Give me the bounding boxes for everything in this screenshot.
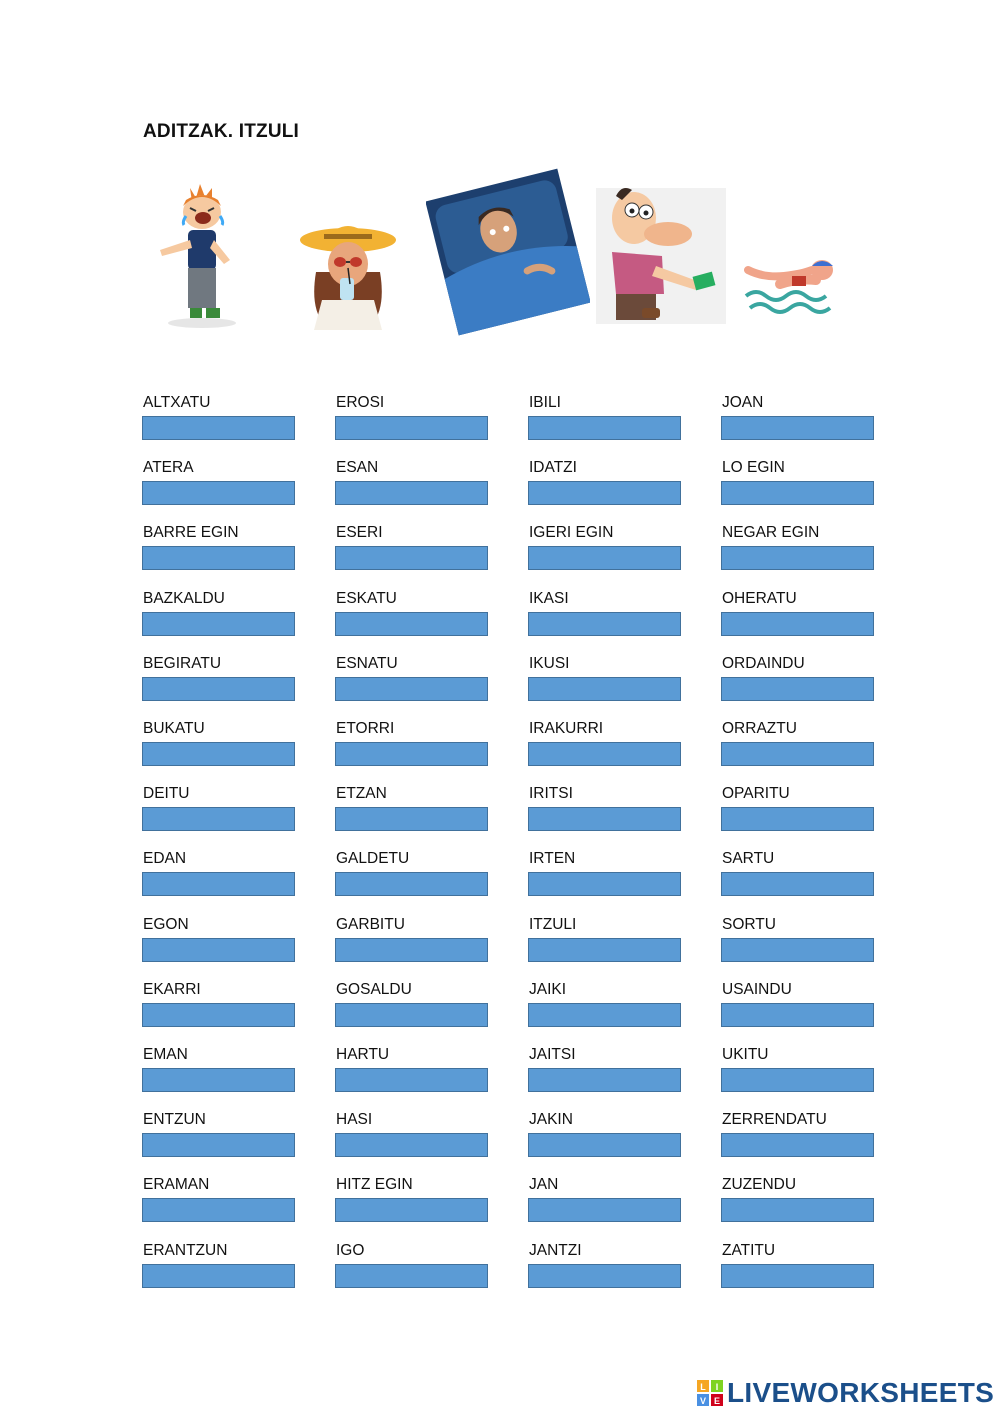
- answer-field[interactable]: [528, 1198, 681, 1222]
- verb-label: EGON: [143, 915, 189, 933]
- answer-field[interactable]: [335, 938, 488, 962]
- verb-label: OHERATU: [722, 589, 797, 607]
- verb-item: [721, 850, 877, 900]
- verb-item: [335, 850, 491, 900]
- verb-item: [335, 394, 491, 444]
- verb-label: SORTU: [722, 915, 776, 933]
- answer-field[interactable]: [335, 807, 488, 831]
- verb-item: [335, 655, 491, 705]
- swimmer-icon: [740, 250, 840, 322]
- verb-item: [335, 1176, 491, 1226]
- verb-label: IRTEN: [529, 850, 576, 868]
- verb-label: IGERI EGIN: [529, 524, 614, 542]
- verb-item: [721, 1111, 877, 1161]
- verb-label: ESAN: [336, 459, 379, 477]
- girl-sun-hat-drinking-icon: [296, 212, 400, 334]
- verb-label: JAN: [529, 1176, 559, 1194]
- answer-field[interactable]: [142, 612, 295, 636]
- answer-field[interactable]: [721, 416, 874, 440]
- verb-item: [721, 394, 877, 444]
- verb-label: IDATZI: [529, 459, 577, 477]
- verb-label: BUKATU: [143, 720, 205, 737]
- verb-label: DEITU: [143, 785, 190, 803]
- verb-item: [142, 981, 298, 1031]
- answer-field[interactable]: [721, 938, 874, 962]
- verb-label: LO EGIN: [722, 459, 785, 477]
- illustrations: [0, 0, 1000, 360]
- answer-field[interactable]: [528, 872, 681, 896]
- verb-label: JANTZI: [529, 1241, 582, 1259]
- answer-field[interactable]: [142, 807, 295, 831]
- verb-label: IRITSI: [529, 785, 573, 803]
- answer-field[interactable]: [335, 612, 488, 636]
- svg-text:E: E: [713, 1396, 721, 1406]
- answer-field[interactable]: [721, 546, 874, 570]
- verb-item: [721, 1176, 877, 1226]
- answer-field[interactable]: [721, 481, 874, 505]
- svg-text:I: I: [715, 1382, 719, 1392]
- man-awake-in-bed-icon: [426, 163, 590, 341]
- verb-label: IKUSI: [529, 654, 570, 672]
- verb-label: OPARITU: [722, 785, 790, 803]
- verb-label: ERAMAN: [143, 1176, 210, 1194]
- verb-item: [335, 1242, 491, 1292]
- answer-field[interactable]: [528, 481, 681, 505]
- verb-item: [142, 394, 298, 444]
- answer-field[interactable]: [142, 1068, 295, 1092]
- answer-field[interactable]: [142, 677, 295, 701]
- answer-field[interactable]: [721, 742, 874, 766]
- page-title: ADITZAK. ITZULI: [143, 121, 300, 142]
- answer-field[interactable]: [335, 546, 488, 570]
- verb-item: [721, 524, 877, 574]
- answer-field[interactable]: [528, 546, 681, 570]
- answer-field[interactable]: [721, 612, 874, 636]
- verb-item: [528, 459, 684, 509]
- verb-item: [142, 1176, 298, 1226]
- answer-field[interactable]: [335, 872, 488, 896]
- verb-item: [528, 394, 684, 444]
- answer-field[interactable]: [721, 1003, 874, 1027]
- verb-label: JAITSI: [529, 1046, 576, 1063]
- verb-item: [142, 850, 298, 900]
- answer-field[interactable]: [335, 1133, 488, 1157]
- answer-field[interactable]: [142, 416, 295, 440]
- verb-item: [721, 459, 877, 509]
- answer-field[interactable]: [142, 1003, 295, 1027]
- verb-label: EDAN: [143, 850, 187, 868]
- verb-item: [721, 655, 877, 705]
- verb-label: ESERI: [336, 524, 383, 542]
- answer-field[interactable]: [721, 677, 874, 701]
- verb-item: [335, 1046, 491, 1096]
- answer-field[interactable]: [142, 742, 295, 766]
- verb-label: GALDETU: [336, 850, 410, 868]
- verb-item: [142, 459, 298, 509]
- answer-field[interactable]: [528, 1264, 681, 1288]
- verb-item: [721, 785, 877, 835]
- verb-item: [528, 1176, 684, 1226]
- answer-field[interactable]: [528, 938, 681, 962]
- verb-label: EKARRI: [143, 980, 201, 998]
- verb-label: GARBITU: [336, 915, 405, 933]
- verb-label: EMAN: [143, 1046, 188, 1063]
- verb-label: ESNATU: [336, 654, 398, 672]
- verb-item: [335, 459, 491, 509]
- verb-item: [142, 655, 298, 705]
- verb-label: ORRAZTU: [722, 720, 797, 737]
- answer-field[interactable]: [721, 807, 874, 831]
- answer-field[interactable]: [528, 416, 681, 440]
- verb-item: [721, 720, 877, 770]
- answer-field[interactable]: [142, 546, 295, 570]
- man-paying-money-icon: [592, 182, 734, 328]
- answer-field[interactable]: [528, 1068, 681, 1092]
- verb-label: ERANTZUN: [143, 1241, 228, 1259]
- verb-item: [142, 524, 298, 574]
- verb-item: [721, 916, 877, 966]
- verb-item: [528, 916, 684, 966]
- svg-text:V: V: [699, 1396, 707, 1406]
- verb-label: ATERA: [143, 459, 194, 477]
- verb-item: [721, 1046, 877, 1096]
- answer-field[interactable]: [335, 1198, 488, 1222]
- verb-item: [721, 981, 877, 1031]
- answer-field[interactable]: [335, 1003, 488, 1027]
- verb-label: ETZAN: [336, 785, 387, 803]
- verb-item: [528, 590, 684, 640]
- verb-item: [528, 720, 684, 770]
- verb-label: SARTU: [722, 850, 775, 868]
- verb-label: JAIKI: [529, 980, 567, 998]
- answer-field[interactable]: [528, 1133, 681, 1157]
- answer-field[interactable]: [142, 872, 295, 896]
- verb-item: [528, 1046, 684, 1096]
- verb-item: [335, 590, 491, 640]
- verb-label: JOAN: [722, 394, 764, 411]
- verb-label: IKASI: [529, 589, 569, 607]
- answer-field[interactable]: [721, 1133, 874, 1157]
- verb-label: IRAKURRI: [529, 720, 604, 737]
- answer-field[interactable]: [528, 807, 681, 831]
- answer-field[interactable]: [335, 677, 488, 701]
- answer-field[interactable]: [142, 1133, 295, 1157]
- verb-label: BARRE EGIN: [143, 524, 239, 542]
- verb-item: [528, 524, 684, 574]
- verb-item: [142, 1046, 298, 1096]
- answer-field[interactable]: [335, 1264, 488, 1288]
- answer-field[interactable]: [335, 416, 488, 440]
- verb-label: BEGIRATU: [143, 654, 222, 672]
- verb-item: [528, 850, 684, 900]
- brand-name: LIVEWORKSHEETS: [727, 1377, 995, 1408]
- verb-item: [142, 916, 298, 966]
- verb-label: NEGAR EGIN: [722, 524, 820, 542]
- liveworksheets-logo: [697, 1378, 994, 1408]
- verb-label: ZATITU: [722, 1241, 776, 1259]
- verb-item: [335, 785, 491, 835]
- answer-field[interactable]: [335, 1068, 488, 1092]
- verb-label: ALTXATU: [143, 394, 211, 411]
- verb-label: EROSI: [336, 394, 385, 411]
- answer-field[interactable]: [142, 938, 295, 962]
- answer-field[interactable]: [335, 481, 488, 505]
- verb-label: ZERRENDATU: [722, 1111, 827, 1129]
- verb-item: [528, 785, 684, 835]
- verb-label: ETORRI: [336, 720, 395, 737]
- answer-field[interactable]: [721, 1264, 874, 1288]
- verb-item: [142, 590, 298, 640]
- verb-item: [528, 1111, 684, 1161]
- verb-label: HITZ EGIN: [336, 1176, 413, 1194]
- verb-label: BAZKALDU: [143, 589, 225, 607]
- verb-label: ESKATU: [336, 589, 397, 607]
- answer-field[interactable]: [142, 1198, 295, 1222]
- verb-item: [335, 916, 491, 966]
- verb-label: ITZULI: [529, 915, 577, 933]
- crying-boy-pointing-icon: [150, 180, 250, 330]
- verb-item: [335, 720, 491, 770]
- svg-text:L: L: [700, 1382, 706, 1392]
- verb-label: IGO: [336, 1241, 365, 1259]
- verb-label: ENTZUN: [143, 1111, 206, 1129]
- verb-item: [721, 1242, 877, 1292]
- liveworksheets-logo-icon: [697, 1380, 723, 1406]
- verb-label: HASI: [336, 1111, 373, 1129]
- verb-item: [142, 720, 298, 770]
- verb-item: [335, 1111, 491, 1161]
- verb-label: USAINDU: [722, 980, 792, 998]
- verb-item: [721, 590, 877, 640]
- verb-item: [528, 655, 684, 705]
- verb-label: ZUZENDU: [722, 1176, 797, 1194]
- answer-field[interactable]: [142, 481, 295, 505]
- answer-field[interactable]: [528, 612, 681, 636]
- verb-item: [528, 981, 684, 1031]
- answer-field[interactable]: [721, 1198, 874, 1222]
- verb-item: [528, 1242, 684, 1292]
- answer-field[interactable]: [721, 1068, 874, 1092]
- verb-label: IBILI: [529, 394, 561, 411]
- answer-field[interactable]: [142, 1264, 295, 1288]
- verb-label: HARTU: [336, 1046, 390, 1063]
- verb-label: ORDAINDU: [722, 654, 805, 672]
- verb-item: [335, 981, 491, 1031]
- verb-item: [142, 785, 298, 835]
- verb-item: [142, 1111, 298, 1161]
- verb-label: GOSALDU: [336, 980, 412, 998]
- answer-field[interactable]: [335, 742, 488, 766]
- verb-item: [142, 1242, 298, 1292]
- answer-field[interactable]: [528, 742, 681, 766]
- answer-field[interactable]: [528, 677, 681, 701]
- answer-field[interactable]: [721, 872, 874, 896]
- verb-item: [335, 524, 491, 574]
- verb-label: JAKIN: [529, 1111, 573, 1129]
- answer-field[interactable]: [528, 1003, 681, 1027]
- verb-label: UKITU: [722, 1046, 769, 1063]
